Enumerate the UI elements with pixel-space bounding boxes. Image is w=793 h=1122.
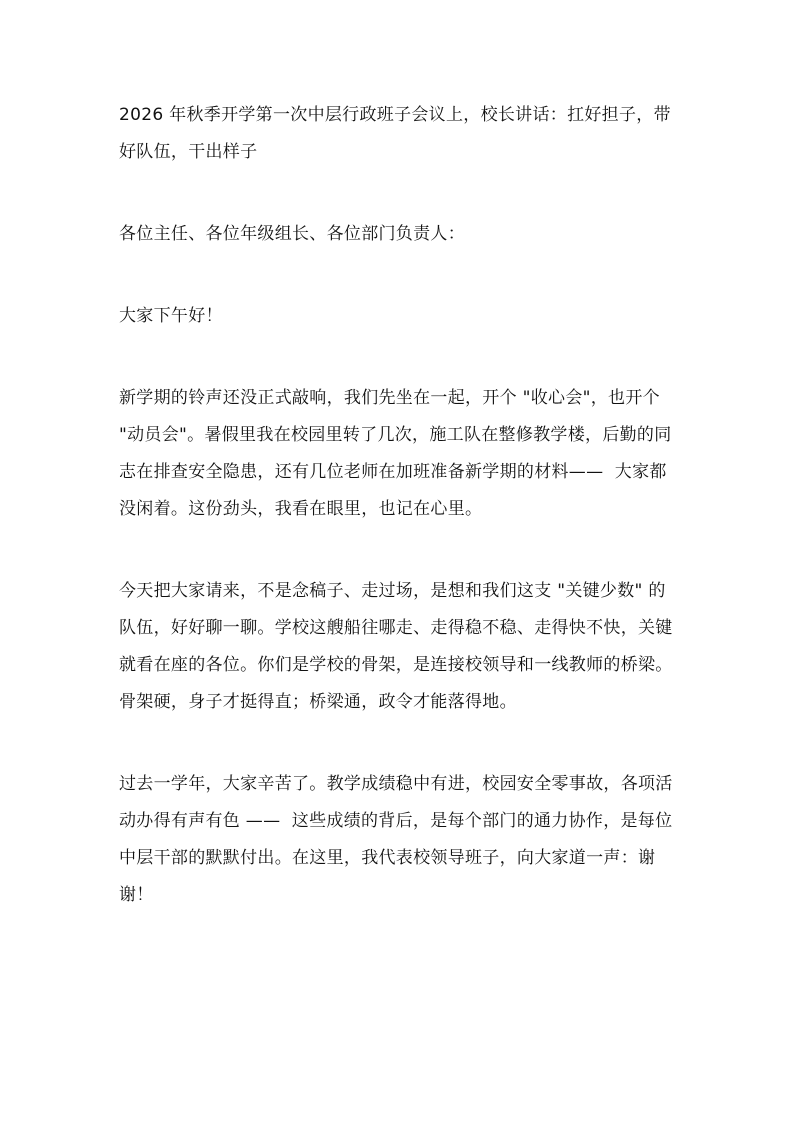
document-body xyxy=(119,97,679,914)
paragraph: 新学期的铃声还没正式敲响，我们先坐在一起，开个 "收心会"，也开个 "动员会"。暑假里我在校园里转了几次，施工队在整修教学楼，后勤的同志在排查安全隐患，还有几位老师在加班准备新学期的材料—— 大家都没闲着。这份劲头，我看在眼里，也记在心里。 xyxy=(119,388,672,519)
paragraph: 今天把大家请来，不是念稿子、走过场，是想和我们这支 "关键少数" 的队伍，好好聊一聊。学校这艘船往哪走、走得稳不稳、走得快不快，关键就看在座的各位。你们是学校的骨架，是连接校领导和一线教师的桥梁。骨架硬，身子才挺得直；桥梁通，政令才能落得地。 xyxy=(119,581,673,712)
document-title: 2026 年秋季开学第一次中层行政班子会议上，校长讲话：扛好担子，带好队伍，干出样子 xyxy=(119,105,671,162)
paragraph: 过去一学年，大家辛苦了。教学成绩稳中有进，校园安全零事故，各项活动办得有声有色 —— 这些成绩的背后，是每个部门的通力协作，是每位中层干部的默默付出。在这里，我代表校领导班子，向大家道一声：谢谢！ xyxy=(119,774,673,905)
salutation: 各位主任、各位年级组长、各位部门负责人： xyxy=(119,224,465,244)
greeting: 大家下午好！ xyxy=(119,306,223,326)
